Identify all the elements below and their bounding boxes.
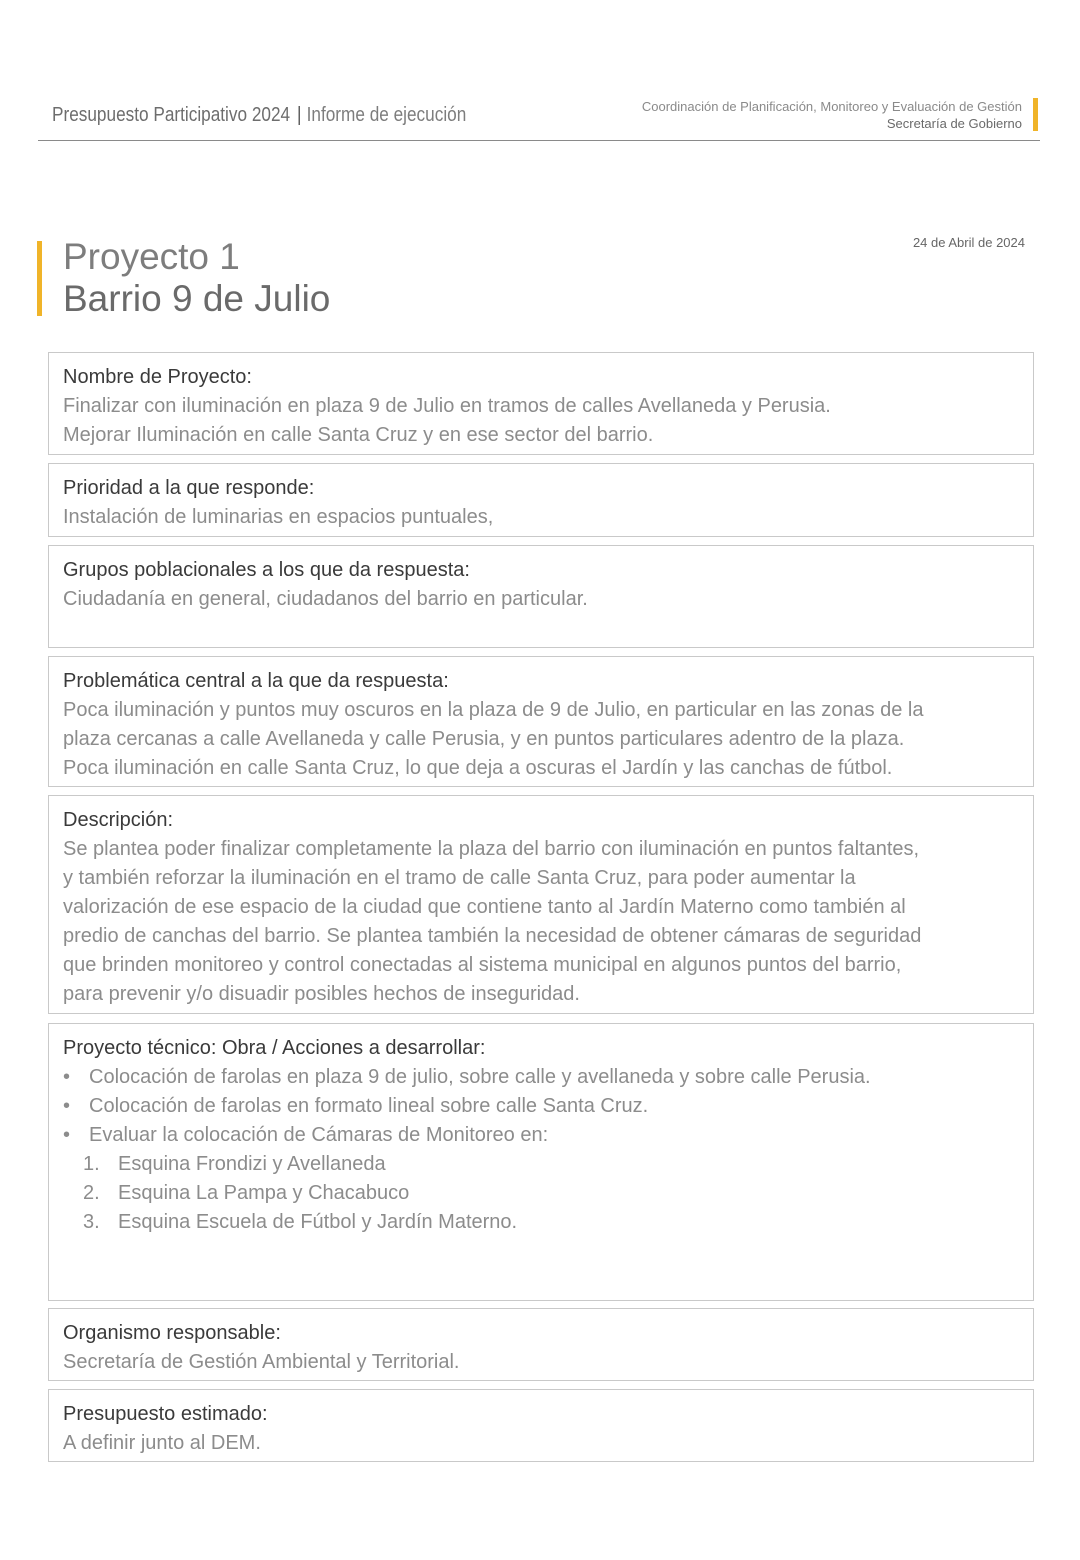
section-label: Organismo responsable: [63, 1322, 281, 1344]
header-org-line2: Secretaría de Gobierno [886, 116, 1022, 131]
section-organismo-responsable [48, 1308, 1034, 1381]
header-title: Presupuesto Participativo 2024 [52, 104, 291, 126]
section-nombre-proyecto [48, 352, 1034, 455]
section-text-line: predio de canchas del barrio. Se plantea también la necesidad de obtener cámaras de seguridad [63, 925, 922, 947]
section-text-line: Mejorar Iluminación en calle Santa Cruz y en ese sector del barrio. [63, 424, 654, 446]
project-number: Proyecto 1 [63, 236, 240, 277]
section-text-line: que brinden monitoreo y control conectadas al sistema municipal en algunos puntos del barrio, [63, 954, 902, 976]
list-item-text: Esquina Frondizi y Avellaneda [118, 1153, 386, 1175]
section-text: A definir junto al DEM. [63, 1432, 261, 1454]
section-proyecto-tecnico [48, 1023, 1034, 1301]
section-label: Problemática central a la que da respuesta: [63, 670, 449, 692]
section-prioridad [48, 463, 1034, 537]
section-text: Instalación de luminarias en espacios puntuales, [63, 506, 494, 528]
header-org-line1: Coordinación de Planificación, Monitoreo y Evaluación de Gestión [641, 99, 1022, 114]
section-label: Descripción: [63, 809, 174, 831]
section-text-line: Poca iluminación y puntos muy oscuros en la plaza de 9 de Julio, en particular en las zonas de la [63, 699, 924, 721]
list-item-number: 1. [83, 1153, 100, 1175]
camera-locations-list [63, 1150, 1019, 1237]
page-title [63, 236, 330, 320]
header-organization [642, 98, 1022, 132]
section-presupuesto-estimado [48, 1389, 1034, 1462]
list-item: • Colocación de farolas en formato lineal sobre calle Santa Cruz. [63, 1092, 1019, 1121]
header-accent-bar [1033, 98, 1038, 131]
list-item [63, 1208, 1019, 1237]
section-problematica [48, 656, 1034, 787]
section-text: Ciudadanía en general, ciudadanos del barrio en particular. [63, 588, 588, 610]
section-label: Prioridad a la que responde: [63, 477, 315, 499]
section-label: Grupos poblacionales a los que da respuesta: [63, 559, 470, 581]
section-text-line: y también reforzar la iluminación en el tramo de calle Santa Cruz, para poder aumentar la [63, 867, 856, 889]
section-text-line: valorización de ese espacio de la ciudad que contiene tanto al Jardín Materno como también al [63, 896, 906, 918]
section-label: Presupuesto estimado: [63, 1403, 268, 1425]
page-header [38, 88, 1040, 141]
list-item [63, 1179, 1019, 1208]
list-item-text: Esquina Escuela de Fútbol y Jardín Materno. [118, 1211, 518, 1233]
list-item-number: 3. [83, 1211, 100, 1233]
section-text: Secretaría de Gestión Ambiental y Territorial. [63, 1351, 460, 1373]
list-item-number: 2. [83, 1182, 100, 1204]
list-item-text: Esquina La Pampa y Chacabuco [118, 1182, 410, 1204]
section-text-line: plaza cercanas a calle Avellaneda y calle Perusia, y en puntos particulares adentro de la plaza. [63, 728, 905, 750]
list-item: • Colocación de farolas en plaza 9 de julio, sobre calle y avellaneda y sobre calle Perusia. [63, 1063, 1019, 1092]
section-text-line: Se plantea poder finalizar completamente la plaza del barrio con iluminación en puntos faltantes, [63, 838, 920, 860]
section-text-line: Finalizar con iluminación en plaza 9 de Julio en tramos de calles Avellaneda y Perusia. [63, 395, 831, 417]
list-item: • Evaluar la colocación de Cámaras de Monitoreo en: [63, 1121, 1019, 1150]
section-label: Proyecto técnico: Obra / Acciones a desarrollar: [63, 1037, 486, 1059]
list-item [63, 1150, 1019, 1179]
header-separator: | [296, 104, 302, 126]
actions-bullet-list [63, 1063, 1019, 1150]
section-label: Nombre de Proyecto: [63, 366, 252, 388]
project-name: Barrio 9 de Julio [63, 278, 331, 319]
header-title-group [52, 104, 466, 127]
section-descripcion [48, 795, 1034, 1014]
document-date: 24 de Abril de 2024 [912, 235, 1025, 250]
section-text-line: para prevenir y/o disuadir posibles hechos de inseguridad. [63, 983, 580, 1005]
section-grupos-poblacionales [48, 545, 1034, 648]
section-text-line: Poca iluminación en calle Santa Cruz, lo que deja a oscuras el Jardín y las canchas de fútbol. [63, 757, 893, 779]
title-accent-bar [37, 241, 42, 316]
header-subtitle: Informe de ejecución [306, 104, 467, 126]
